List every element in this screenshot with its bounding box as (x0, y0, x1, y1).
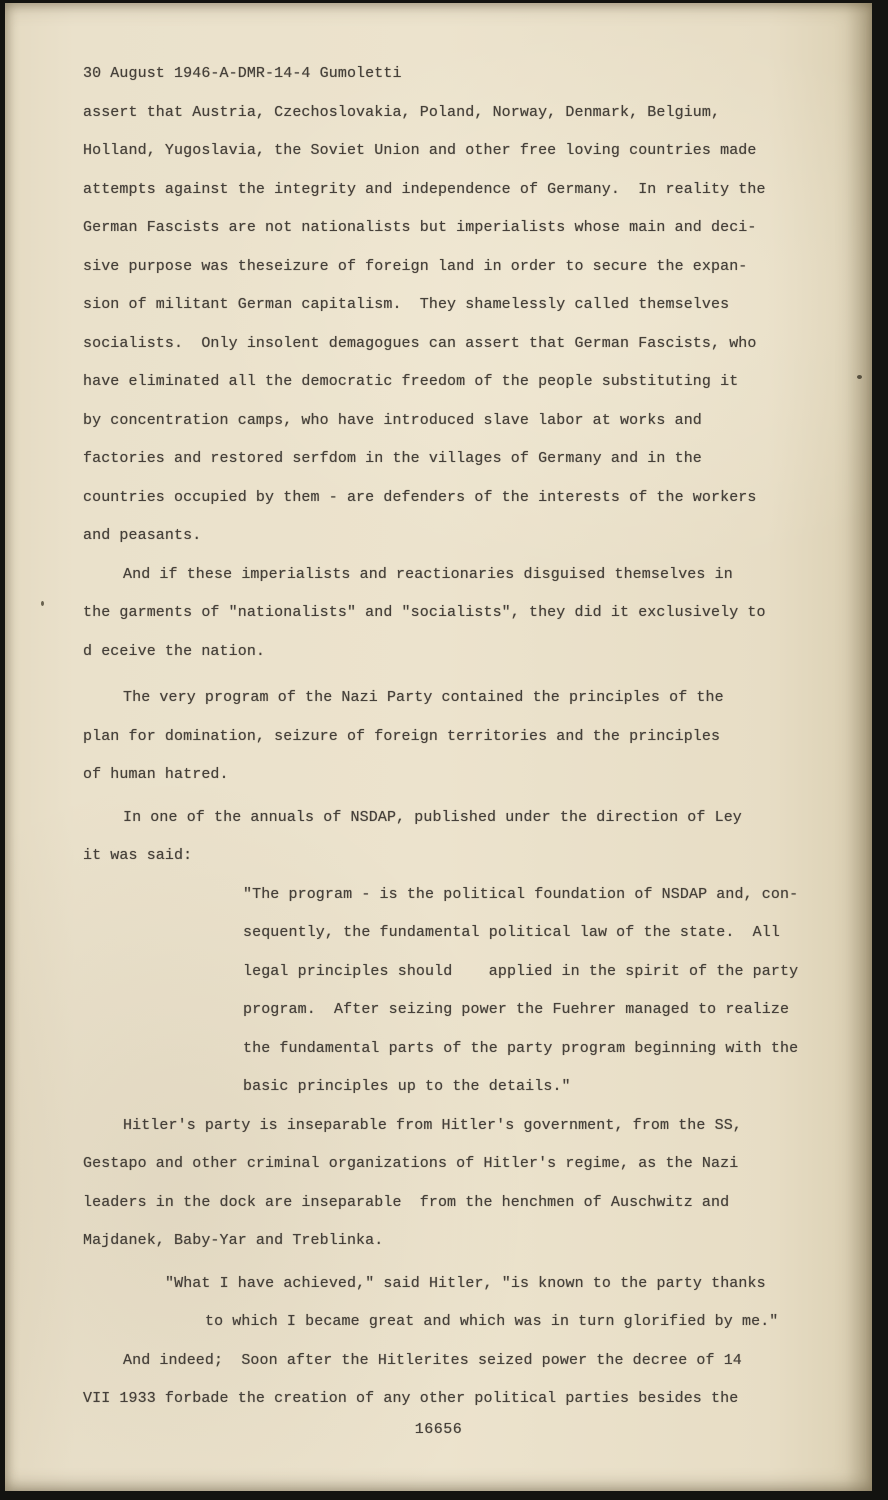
typewritten-line: Hitler's party is inseparable from Hitler's government, from the SS, (123, 1116, 742, 1134)
typewritten-line: assert that Austria, Czechoslovakia, Poland, Norway, Denmark, Belgium, (83, 103, 721, 121)
typewritten-line: Majdanek, Baby-Yar and Treblinka. (83, 1232, 384, 1249)
scan-speck (857, 375, 862, 379)
typewritten-quote-line: sequently, the fundamental political law of the state. All (243, 924, 780, 941)
typewritten-quote-line: to which I became great and which was in turn glorified by me." (205, 1313, 779, 1330)
typewritten-quote-line: "The program - is the political foundation of NSDAP and, con- (243, 885, 799, 903)
typewritten-line: have eliminated all the democratic freedom of the people substituting it (83, 373, 739, 390)
typewritten-line: Gestapo and other criminal organizations of Hitler's regime, as the Nazi (83, 1155, 739, 1172)
typewritten-line: it was said: (83, 847, 193, 864)
typewritten-line: The very program of the Nazi Party contained the principles of the (123, 689, 724, 706)
typewritten-line: In one of the annuals of NSDAP, published under the direction of Ley (123, 808, 742, 826)
typewritten-line: German Fascists are not nationalists but imperialists whose main and deci- (83, 219, 757, 236)
typewritten-line: by concentration camps, who have introduced slave labor at works and (83, 411, 702, 429)
typewritten-line: VII 1933 forbade the creation of any other political parties besides the (83, 1390, 739, 1407)
typewritten-quote-line: program. After seizing power the Fuehrer managed to realize (243, 1001, 790, 1018)
typewritten-line: socialists. Only insolent demagogues can assert that German Fascists, who (83, 334, 757, 352)
typewritten-quote-line: the fundamental parts of the party program beginning with the (243, 1039, 799, 1057)
typewritten-line: the garments of "nationalists" and "socialists", they did it exclusively to (83, 604, 766, 621)
typewritten-line: plan for domination, seizure of foreign territories and the principles (83, 727, 721, 745)
typewritten-line: of human hatred. (83, 766, 229, 783)
typewritten-quote-line: "What I have achieved," said Hitler, "is known to the party thanks (165, 1274, 766, 1292)
typewritten-line: leaders in the dock are inseparable from the henchmen of Auschwitz and (83, 1193, 730, 1211)
typewritten-line: countries occupied by them - are defenders of the interests of the workers (83, 488, 757, 506)
typewritten-line: and peasants. (83, 527, 202, 544)
typewritten-line: sive purpose was theseizure of foreign land in order to secure the expan- (83, 257, 748, 275)
typewritten-quote-line: basic principles up to the details." (243, 1078, 571, 1095)
scan-speck (41, 601, 44, 606)
typewritten-line: d eceive the nation. (83, 642, 266, 660)
typewritten-line: factories and restored serfdom in the villages of Germany and in the (83, 450, 702, 467)
typewritten-line: sion of militant German capitalism. They shamelessly called themselves (83, 296, 730, 313)
document-header-line: 30 August 1946-A-DMR-14-4 Gumoletti (83, 65, 402, 82)
document-page (5, 3, 872, 1491)
page-number: 16656 (414, 1420, 463, 1438)
typewritten-line: And indeed; Soon after the Hitlerites seized power the decree of 14 (123, 1351, 742, 1369)
typewritten-quote-line: legal principles should applied in the spirit of the party (243, 962, 799, 980)
typewritten-line: Holland, Yugoslavia, the Soviet Union and other free loving countries made (83, 142, 757, 159)
typewritten-line: And if these imperialists and reactionaries disguised themselves in (123, 565, 733, 583)
typewritten-line: attempts against the integrity and independence of Germany. In reality the (83, 180, 766, 198)
